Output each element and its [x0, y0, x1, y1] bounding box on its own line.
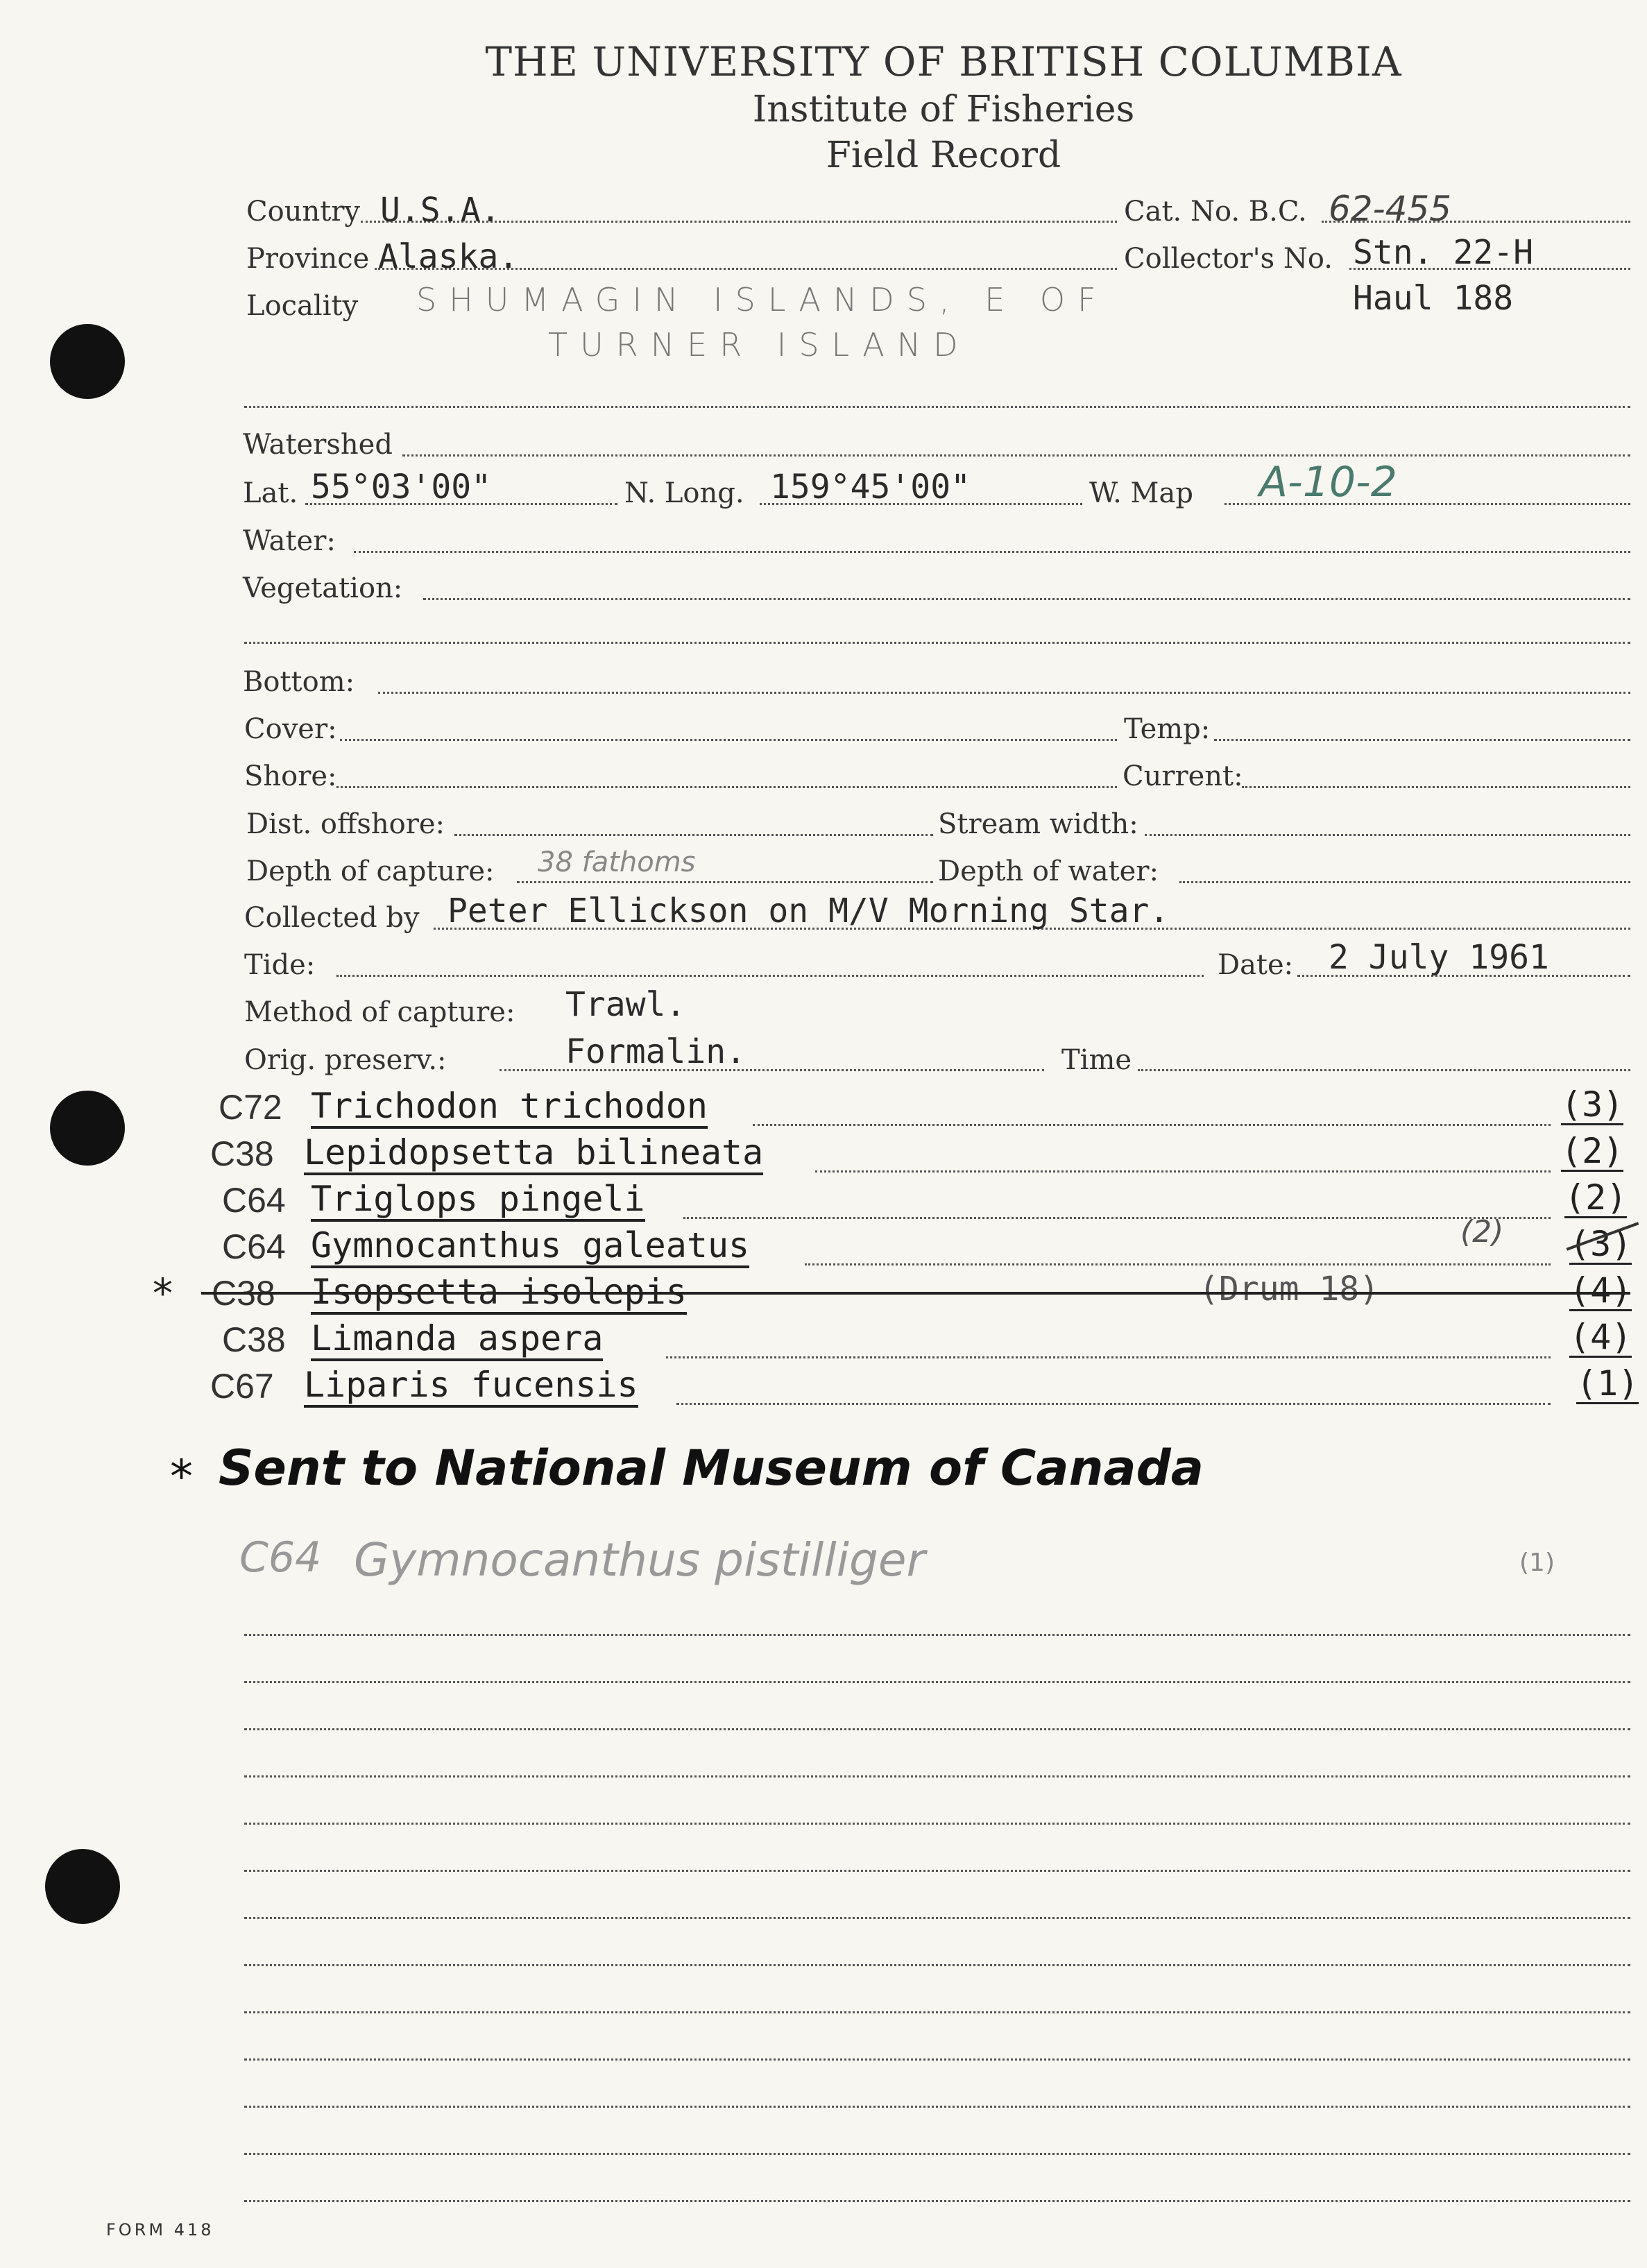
row-strikethrough [201, 1292, 1630, 1295]
orig-preserv-value: Formalin. [565, 1032, 746, 1071]
specimen-count: (1) [1576, 1363, 1639, 1404]
lat-value: 55°03'00" [311, 468, 492, 506]
cat-no-value: 62-455 [1329, 189, 1452, 229]
specimen-code: C38 [222, 1320, 286, 1359]
map-label: W. Map [1089, 477, 1193, 509]
collected-by-value: Peter Ellickson on M/V Morning Star. [447, 892, 1170, 930]
university-title: THE UNIVERSITY OF BRITISH COLUMBIA [485, 38, 1402, 85]
ruled-line [244, 2106, 1630, 2108]
ruled-line [244, 2200, 1630, 2202]
shore-label: Shore: [244, 760, 337, 792]
bottom-line [378, 692, 1630, 694]
sent-note: Sent to National Museum of Canada [219, 1440, 1204, 1497]
time-line [1138, 1069, 1630, 1071]
time-label: Time [1061, 1044, 1132, 1076]
specimen-code: C64 [222, 1181, 286, 1220]
ruled-line [244, 2011, 1630, 2013]
specimen-code: C72 [219, 1088, 282, 1127]
method-value: Trawl. [565, 985, 686, 1024]
punch-hole-bottom [45, 1849, 120, 1924]
collected-by-label: Collected by [244, 902, 420, 934]
cat-no-label: Cat. No. B.C. [1124, 196, 1307, 228]
depth-capture-value: 38 fathoms [538, 846, 696, 878]
orig-preserv-label: Orig. preserv.: [244, 1044, 447, 1076]
extra-specimen-name: Gymnocanthus pistilliger [354, 1533, 925, 1587]
depth-capture-label: Depth of capture: [246, 855, 495, 887]
form-number: FORM 418 [106, 2220, 214, 2240]
specimen-count: (4) [1569, 1317, 1632, 1357]
specimen-line [683, 1217, 1551, 1219]
dist-offshore-line [454, 834, 933, 836]
province-value: Alaska. [378, 237, 519, 276]
vegetation-line [423, 598, 1630, 600]
country-value: U.S.A. [380, 191, 501, 230]
ruled-line [244, 1634, 1630, 1636]
dist-offshore-label: Dist. offshore: [246, 808, 445, 840]
punch-hole-middle [50, 1091, 125, 1166]
specimen-count: (3) [1569, 1224, 1632, 1264]
bottom-label: Bottom: [243, 666, 355, 698]
specimen-code: C67 [210, 1367, 274, 1406]
specimen-name: Liparis fucensis [304, 1366, 638, 1408]
extra-specimen-code: C64 [239, 1533, 322, 1582]
ruled-line [244, 2058, 1630, 2061]
ruled-line [244, 1681, 1630, 1683]
punch-hole-top [50, 324, 125, 399]
specimen-code: C64 [222, 1227, 286, 1266]
long-value: 159°45'00" [770, 468, 971, 506]
map-value: A-10-2 [1259, 458, 1397, 506]
depth-water-label: Depth of water: [938, 855, 1159, 887]
ruled-line [244, 2153, 1630, 2155]
ruled-line [244, 1728, 1630, 1730]
ruled-line [244, 1775, 1630, 1777]
specimen-line [666, 1356, 1551, 1358]
date-label: Date: [1218, 949, 1294, 981]
current-label: Current: [1123, 760, 1243, 792]
ruled-line [244, 1870, 1630, 1872]
specimen-name: Limanda aspera [311, 1320, 603, 1361]
vegetation-extra-line [244, 642, 1630, 644]
tide-line [336, 975, 1204, 977]
country-label: Country [246, 196, 361, 228]
watershed-label: Watershed [243, 429, 393, 461]
province-label: Province [246, 243, 370, 275]
specimen-name: Lepidopsetta bilineata [304, 1134, 763, 1175]
ruled-line [244, 1823, 1630, 1825]
lat-label: Lat. [243, 477, 298, 509]
temp-line [1214, 739, 1630, 741]
depth-capture-line [517, 881, 933, 883]
method-label: Method of capture: [244, 996, 515, 1028]
specimen-line [676, 1403, 1551, 1405]
locality-label: Locality [246, 290, 359, 322]
specimen-line [815, 1170, 1551, 1173]
watershed-line [402, 454, 1630, 457]
cover-line [340, 739, 1117, 741]
water-label: Water: [243, 525, 336, 557]
institute-title: Institute of Fisheries [752, 89, 1135, 130]
stream-width-line [1145, 834, 1630, 836]
temp-label: Temp: [1124, 713, 1211, 745]
specimen-name: Trichodon trichodon [311, 1087, 708, 1129]
specimen-marker: * [153, 1270, 173, 1317]
haul-value: Haul 188 [1353, 279, 1514, 318]
stream-width-label: Stream width: [938, 808, 1138, 840]
tide-label: Tide: [244, 949, 316, 981]
specimen-note: (Drum 18) [1199, 1270, 1380, 1308]
specimen-corrected-count: (2) [1460, 1214, 1504, 1250]
shore-line [336, 786, 1117, 788]
specimen-count: (2) [1561, 1131, 1624, 1171]
locality-line-2: TURNER ISLAND [548, 326, 971, 364]
ruled-line [244, 1917, 1630, 1919]
locality-line-1: SHUMAGIN ISLANDS, E OF [416, 281, 1109, 318]
extra-specimen-count: (1) [1519, 1549, 1555, 1577]
date-value: 2 July 1961 [1329, 938, 1549, 977]
specimen-line [805, 1263, 1551, 1265]
water-line [354, 551, 1630, 553]
specimen-count: (2) [1564, 1177, 1628, 1218]
sent-marker: * [170, 1450, 193, 1503]
specimen-line [753, 1124, 1551, 1126]
collector-no-value: Stn. 22-H [1353, 233, 1534, 272]
vegetation-label: Vegetation: [243, 572, 403, 604]
specimen-name: Isopsetta isolepis [311, 1273, 687, 1315]
collector-no-label: Collector's No. [1124, 243, 1333, 275]
specimen-name: Gymnocanthus galeatus [311, 1227, 749, 1268]
specimen-count: (3) [1561, 1084, 1624, 1125]
specimen-code: C38 [212, 1274, 275, 1313]
ruled-line [244, 1964, 1630, 1966]
cover-label: Cover: [244, 713, 337, 745]
long-label: N. Long. [624, 477, 744, 509]
specimen-name: Triglops pingeli [311, 1180, 645, 1222]
current-line [1242, 786, 1630, 788]
specimen-count: (4) [1569, 1270, 1632, 1311]
locality-extra-line [244, 406, 1630, 408]
record-title: Field Record [826, 135, 1061, 176]
specimen-code: C38 [210, 1134, 274, 1173]
depth-water-line [1179, 881, 1630, 883]
